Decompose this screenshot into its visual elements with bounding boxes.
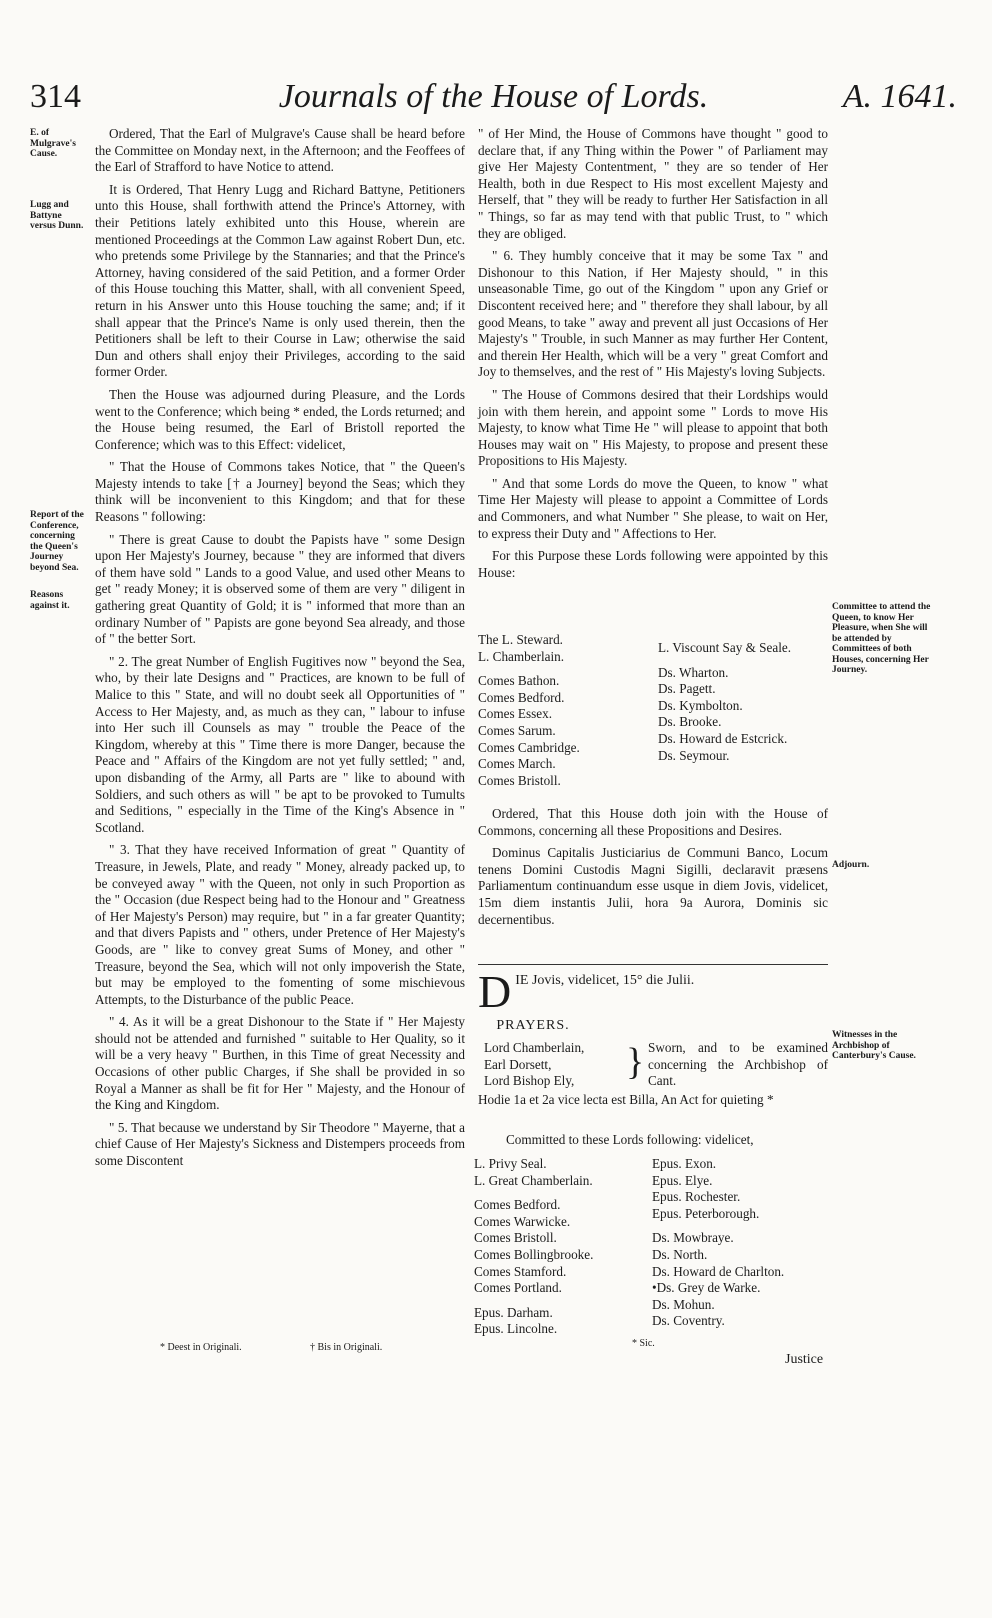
list-item: Epus. Exon. (652, 1156, 717, 1171)
footnote: * Deest in Originali. (160, 1342, 242, 1353)
list-item (658, 657, 828, 665)
paragraph: Then the House was adjourned during Pleasure, and the Lords went to the Conference; which being * ended, the Lords returned; and the House being resumed, the Earl of Bristoll reported the Conference; which was to this Effect: videlicet, (95, 386, 465, 452)
list-item: L. Viscount Say & Seale. (658, 640, 792, 655)
order-paragraph: Ordered, That this House doth join with the House of Commons, concerning all these Propositions and Desires. (478, 806, 828, 838)
margin-note: Witnesses in the Archbishop of Canterbury's Cause. (832, 1030, 916, 1061)
list-item: Lord Chamberlain, (484, 1040, 585, 1055)
page-year: A. 1641. (842, 78, 957, 115)
bill-paragraph: Hodie 1a et 2a vice lecta est Billa, An Act for quieting * (478, 1092, 774, 1107)
list-item: Ds. Wharton. (658, 664, 729, 680)
prayers-heading: PRAYERS. (496, 1018, 570, 1033)
paragraph: " 2. The great Number of English Fugitives now " beyond the Sea, who, by their late Designs and " Practices, are known to be full of Malice to this " State, and will no doubt seek all Opportunities of " Access to Her Majesty, and, as much as they can, " labour to infuse into Her such ill Counsels as may " trouble the Peace of the Kingdom, whereby at this " Time there is more Danger, because the Peace and " Affairs of the Kingdom are not yet fully settled; " and, upon disbanding of the Army, all Parts are " like to abound with Soldiers, and such others as will " be apt to be provoked to Tumults and Seditions, " especially in the Time of the King's Absence in " Scotland. (95, 653, 465, 835)
margin-note: Lugg and Battyne versus Dunn. (30, 200, 84, 231)
committee-intro: For this Purpose these Lords following were appointed by this House: (478, 548, 828, 580)
list-item: L. Great Chamberlain. (474, 1172, 593, 1188)
footnote: * Sic. (632, 1338, 655, 1349)
paragraph: Ordered, That the Earl of Mulgrave's Cause shall be heard before the Committee on Monday next, in the Afternoon; and the Feoffees of the Earl of Strafford to have Notice to attend. (95, 126, 465, 175)
list-item: Comes Essex. (478, 706, 552, 722)
list-item: Epus. Elye. (652, 1172, 713, 1188)
page-header (30, 78, 957, 118)
list-item: Comes Cambridge. (478, 739, 580, 755)
paragraph: It is Ordered, That Henry Lugg and Richard Battyne, Petitioners unto this House, shall forthwith attend the Prince's Attorney, with their Petitions lately exhibited unto this House, wherein are mentioned Proceedings at the Common Law against Robert Dun, etc. who pretends some Privilege by the Stannaries; and that the Prince's Attorney, having considered of the said Petition, and a former Order of this House touching this Matter, shall, with all convenient Speed, return in his Answer unto this House touching the same; and; if it shall appear that the Prince's Name is only used therein, then the Petitioners shall be left to their Course in Law; otherwise the said Dun and others shall enjoy their Privileges, according to the said former Order. (95, 181, 465, 380)
margin-note: E. of Mulgrave's Cause. (30, 128, 76, 159)
paragraph: " There is great Cause to doubt the Papists have " some Design upon Her Majesty's Journey, because " they are informed that divers of them have sold " Lands to a good Value, and used other Means to get " ready Money; it is observed some of them are very " diligent in gathering great Quantity of Gold; it is " informed that more than an ordinary Number of " Papists are gone beyond Sea already, and those of " the better Sort. (95, 531, 465, 647)
footnote: † Bis in Originali. (310, 1342, 383, 1353)
list-item: Comes Portland. (474, 1280, 562, 1296)
margin-note: Report of the Conference, concerning the Queen's Journey beyond Sea. (30, 510, 84, 573)
list-item (652, 1222, 832, 1230)
list-item: Epus. Lincolne. (474, 1321, 558, 1337)
list-item: L. Privy Seal. (474, 1156, 547, 1171)
list-item (474, 1297, 634, 1305)
committee-left-list (478, 632, 648, 789)
list-item: Epus. Darham. (474, 1304, 553, 1320)
list-item: Ds. Kymbolton. (658, 697, 743, 713)
list-item: Comes Stamford. (474, 1263, 567, 1279)
paragraph: " The House of Commons desired that their Lordships would join with them herein, and appoint some " Lords to move His Majesty, to know what Time He " will please to appoint that both Houses may wait on " His Majesty, to propose and present these Propositions to His Majesty. (478, 386, 828, 469)
committed-line: Committed to these Lords following: videlicet, (506, 1132, 754, 1147)
list-item (474, 1189, 634, 1197)
list-item: Epus. Peterborough. (652, 1205, 760, 1221)
list-item: Comes Warwicke. (474, 1213, 571, 1229)
right-column-top (478, 126, 828, 587)
list-item: Earl Dorsett, (484, 1056, 552, 1072)
list-item: Comes Sarum. (478, 722, 556, 738)
list-item: Ds. Seymour. (658, 747, 730, 763)
margin-note: Adjourn. (832, 860, 870, 870)
left-column (95, 126, 465, 1176)
drop-cap: D (478, 966, 512, 1017)
section-rule (478, 964, 828, 965)
list-item: Comes Bedford. (478, 689, 565, 705)
list-item: Comes March. (478, 756, 556, 772)
margin-note: Committee to attend the Queen, to know Her Pleasure, when She will be attended by Committees of both Houses, concerning Her Journey. (832, 602, 931, 675)
witnesses-list (484, 1040, 614, 1090)
paragraph: " 5. That because we understand by Sir Theodore " Mayerne, that a chief Cause of Her Majesty's Sickness and Distempers proceeds from some Discontent (95, 1119, 465, 1169)
paragraph: " of Her Mind, the House of Commons have thought " good to declare that, if any Thing within the Power " of Parliament may give Her Majesty Contentment, " they are so tender of Her Health, both in due Respect to His most excellent Majesty and Herself, that " they will be ready to further Her Satisfaction in all " Things, so far as may tend with that public Trust, to " which they are obliged. (478, 126, 828, 241)
list-item: Ds. Mowbraye. (652, 1230, 734, 1246)
list-item: Lord Bishop Ely, (484, 1073, 575, 1089)
list-item: Comes Bathon. (478, 673, 560, 689)
list-item: Ds. Pagett. (658, 681, 716, 697)
committee-right-list (658, 640, 828, 764)
witnesses-text: Sworn, and to be examined concerning the Archbishop of Cant. (648, 1040, 828, 1089)
list-item: Ds. Mohun. (652, 1296, 715, 1312)
page-title: Journals of the House of Lords. (278, 78, 709, 115)
margin-note: Reasons against it. (30, 590, 70, 611)
paragraph: " 3. That they have received Information of great " Quantity of Treasure, in Jewels, Plate, and ready " Money, already packed up, to be conveyed away " with the Queen, not only in such Proportion as the " Occasion (due Respect being had to the Honour and " Greatness of Her Majesty's Person) may require, but " in a far greater Quantity; and that divers Papists and " others, under Pretence of Her Majesty's Goods, are " like to convey great Sums of Money, and other " Treasure, beyond the Sea, which will not only impoverish the State, but may be employed to the fomenting of some mischievous Attempts, to the Disturbance of the public Peace. (95, 842, 465, 1007)
page-number: 314 (30, 78, 81, 115)
list-item: Ds. Howard de Charlton. (652, 1263, 785, 1279)
list-item: Ds. Coventry. (652, 1313, 725, 1329)
adjourn-paragraph: Dominus Capitalis Justiciarius de Communi Banco, Locum tenens Domini Custodis Magni Sigilli, declaravit præsens Parliamentum continuandum esse usque in diem Jovis, videlicet, 15m diem instantis Julii, hora 9a Aurora, Dominis sic decernentibus. (478, 845, 828, 927)
paragraph: " And that some Lords do move the Queen, to know " what Time Her Majesty will please to appoint a Committee of Lords and Commoners, and what Number " She please, to wait on Her, to express their Duty and " Affections to Her. (478, 475, 828, 541)
paragraph: " 6. They humbly conceive that it may be some Tax " and Dishonour to this Nation, if Her Majesty should, " in this unseasonable Time, go out of the Kingdom " upon any Grief or Discontent received here; and " therefore they shall labour, by all good Means, to take " away and prevent all just Occasions of Her Majesty's " Trouble, in such Manner as may further Her Content, and therein Her Health, which will be a very " great Comfort and Joy to themselves, and the rest of " His Majesty's loving Subjects. (478, 248, 828, 380)
list-item: The L. Steward. (478, 632, 563, 647)
list-item: Ds. Brooke. (658, 714, 722, 730)
right-column-middle (478, 806, 828, 934)
list-item: L. Chamberlain. (478, 648, 565, 664)
catchword: Justice (785, 1352, 824, 1367)
list-item: •Ds. Grey de Warke. (652, 1280, 761, 1296)
list-item: Comes Bristoll. (478, 772, 561, 788)
paragraph: " 4. As it will be a great Dishonour to the State if " Her Majesty should not be attended and furnished " suitable to Her Quality, so it will be a very heavy " Burthen, in this Time of great Necessity and Occasions of other public Charges, if She shall be provided in so Royal a Manner as shall be fit for Her " Majesty, and the Honour of the King and Kingdom. (95, 1014, 465, 1113)
paragraph: " That the House of Commons takes Notice, that " the Queen's Majesty intends to take [† a Journey] beyond the Seas; which they think will be inconvenient to this Kingdom; and that for these Reasons " following: (95, 459, 465, 525)
brace-icon: } (626, 1041, 645, 1083)
committed-left-list (474, 1156, 634, 1338)
list-item (478, 665, 648, 673)
list-item: Comes Bedford. (474, 1197, 561, 1213)
die-section (478, 966, 828, 1017)
list-item: Ds. North. (652, 1246, 708, 1262)
committed-right-list (652, 1156, 832, 1330)
list-item: Comes Bristoll. (474, 1230, 557, 1246)
list-item: Comes Bollingbrooke. (474, 1246, 594, 1262)
list-item: Epus. Rochester. (652, 1189, 741, 1205)
list-item: Ds. Howard de Estcrick. (658, 730, 788, 746)
day-heading: IE Jovis, videlicet, 15° die Julii. (515, 973, 695, 988)
